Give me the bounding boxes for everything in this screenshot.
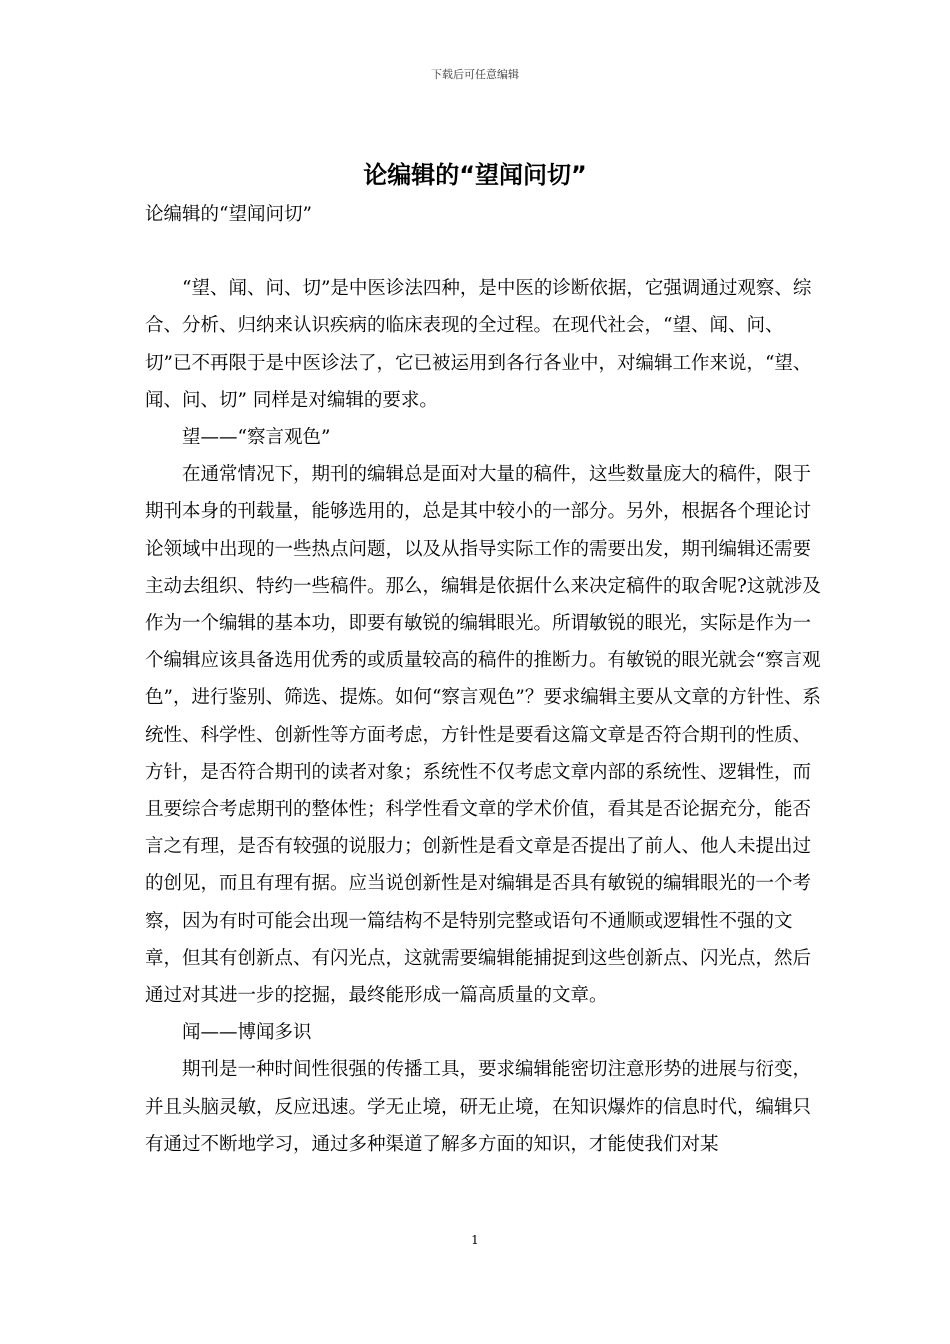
page-number: 1	[471, 1233, 479, 1247]
blank-line	[145, 233, 825, 270]
section2-heading: 闻——博闻多识	[182, 1022, 312, 1044]
section1-paragraph: 在通常情况下，期刊的编辑总是面对大量的稿件，这些数量庞大的稿件，限于期刊本身的刊载量，能够选用的，总是其中较小的一部分。另外，根据各个理论讨论领域中出现的一些热点问题，以及从指导实际工作的需要出发，期刊编辑还需要主动去组织、特约一些稿件。那么，编辑是依据什么来决定稿件的取舍呢?这就涉及作为一个编辑的基本功，即要有敏锐的编辑眼光。所谓敏锐的眼光，实际是作为一个编辑应该具备选用优秀的或质量较高的稿件的推断力。有敏锐的眼光就会“察言观色”，进行鉴别、筛选、提炼。如何“察言观色”？要求编辑主要从文章的方针性、系统性、科学性、创新性等方面考虑，方针性是要看这篇文章是否符合期刊的性质、方针，是否符合期刊的读者对象；系统性不仅考虑文章内部的系统性、逻辑性，而且要综合考虑期刊的整体性；科学性看文章的学术价值，看其是否论据充分，能否言之有理，是否有较强的说服力；创新性是看文章是否提出了前人、他人未提出过的创见，而且有理有据。应当说创新性是对编辑是否具有敏锐的编辑眼光的一个考察，因为有时可能会出现一篇结构不是特别完整或语句不通顺或逻辑性不强的文章，但其有创新点、有闪光点，这就需要编辑能捕捉到这些创新点、闪光点，然后通过对其进一步的挖掘，最终能形成一篇高质量的文章。	[145, 464, 821, 1007]
page-header: 下载后可任意编辑	[431, 68, 519, 81]
document-title: 论编辑的“望闻问切”	[363, 161, 587, 189]
section2-paragraph: 期刊是一种时间性很强的传播工具，要求编辑能密切注意形势的进展与衍变，并且头脑灵敏，反应迅速。学无止境，研无止境，在知识爆炸的信息时代，编辑只有通过不断地学习，通过多种渠道了解多方面的知识，才能使我们对某	[145, 1059, 812, 1155]
section1-heading: 望——“察言观色”	[182, 427, 331, 449]
document-subtitle: 论编辑的“望闻问切”	[145, 204, 312, 225]
document-body	[145, 196, 825, 1163]
intro-paragraph: “望、闻、问、切”是中医诊法四种，是中医的诊断依据，它强调通过观察、综合、分析、归纳来认识疾病的临床表现的全过程。在现代社会，“望、闻、问、切”已不再限于是中医诊法了，它已被运用到各行各业中，对编辑工作来说，“望、闻、问、切” 同样是对编辑的要求。	[145, 278, 812, 411]
